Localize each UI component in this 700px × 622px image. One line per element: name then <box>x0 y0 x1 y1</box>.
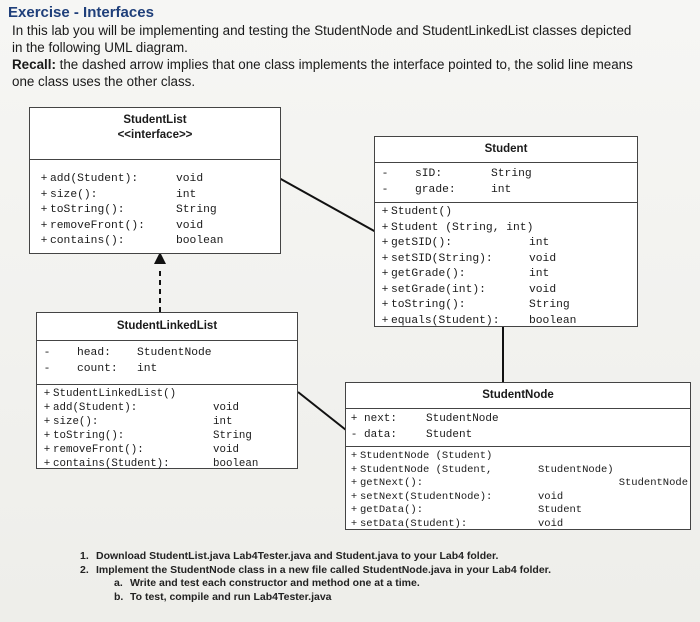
methods-section <box>30 160 280 250</box>
instruction-list <box>80 550 551 604</box>
field-row: - sID: String <box>381 168 532 180</box>
field-row: + next: StudentNode <box>350 413 499 425</box>
dependency-line-list-to-student <box>279 178 376 232</box>
intro-line-1: In this lab you will be implementing and testing the StudentNode and StudentLinkedList classes depicted <box>12 23 632 38</box>
method-row: + removeFront(): void <box>43 444 239 456</box>
method-row: + Student() <box>381 206 453 218</box>
method-row: + contains(): boolean <box>40 235 224 247</box>
method-row: + toString(): String <box>43 430 252 442</box>
uml-header <box>346 383 690 409</box>
recall-text: the dashed arrow implies that one class implements the interface pointed to, the solid line means <box>55 57 633 72</box>
field-row: - grade: int <box>381 183 512 196</box>
class-name: StudentNode <box>482 389 554 401</box>
methods-section <box>375 203 637 329</box>
method-row: + setData(Student): void <box>350 517 564 530</box>
uml-studentnode-class <box>345 382 691 530</box>
methods-section <box>37 385 297 471</box>
method-row: + size(): int <box>43 416 233 428</box>
field-row: - head: StudentNode <box>43 347 212 359</box>
uml-studentlinkedlist-class <box>36 312 298 469</box>
method-row: + removeFront(): void <box>40 219 204 232</box>
uml-header <box>30 108 280 160</box>
method-row: + toString(): String <box>381 299 570 311</box>
method-row: + add(Student): void <box>43 402 239 414</box>
fields-section <box>375 163 637 203</box>
method-row: + StudentNode (Student) <box>350 450 493 462</box>
field-row: - data: Student <box>350 428 473 441</box>
method-row: + getSID(): int <box>381 237 550 249</box>
instruction-step-2a: a. Write and test each constructor and method one at a time. <box>114 577 420 589</box>
page-title: Exercise - Interfaces <box>8 4 154 21</box>
method-row: + StudentNode (Student, StudentNode) <box>350 463 614 476</box>
method-row: + size(): int <box>40 188 197 201</box>
class-name: StudentList <box>123 114 187 126</box>
field-row: - count: int <box>43 362 158 375</box>
fields-section <box>37 341 297 385</box>
class-name: Student <box>484 143 528 155</box>
intro-line-4: one class uses the other class. <box>12 74 196 89</box>
method-row: + toString(): String <box>40 204 217 216</box>
dependency-line-linkedlist-to-node <box>298 392 346 430</box>
method-row: + equals(Student): boolean <box>381 314 577 327</box>
method-row: + setGrade(int): void <box>381 283 557 296</box>
method-row: + getGrade(): int <box>381 268 550 280</box>
instruction-step-2b: b. To test, compile and run Lab4Tester.java <box>114 590 332 603</box>
uml-studentlist-interface <box>29 107 281 254</box>
method-row: + StudentLinkedList() <box>43 388 177 400</box>
class-name: StudentLinkedList <box>116 320 218 332</box>
method-row: + getNext(): StudentNode <box>350 477 688 489</box>
method-row: + setSID(String): void <box>381 252 557 265</box>
method-row: + Student (String, int) <box>381 221 534 234</box>
methods-section <box>346 447 690 531</box>
intro-line-2: in the following UML diagram. <box>12 40 188 55</box>
stereotype: <<interface>> <box>117 129 193 141</box>
uml-student-class <box>374 136 638 327</box>
instruction-step-2: 2. Implement the StudentNode class in a new file called StudentNode.java in your Lab4 folder. <box>80 563 552 576</box>
method-row: + contains(Student): boolean <box>43 458 259 470</box>
fields-section <box>346 409 690 447</box>
method-row: + getData(): Student <box>350 504 583 516</box>
instruction-step-1: 1. Download StudentList.java Lab4Tester.java and Student.java to your Lab4 folder. <box>80 550 499 562</box>
recall-label: Recall: <box>12 57 56 72</box>
uml-header <box>375 137 637 163</box>
method-row: + setNext(StudentNode): void <box>350 490 564 503</box>
uml-header <box>37 313 297 341</box>
method-row: + add(Student): void <box>40 173 204 185</box>
